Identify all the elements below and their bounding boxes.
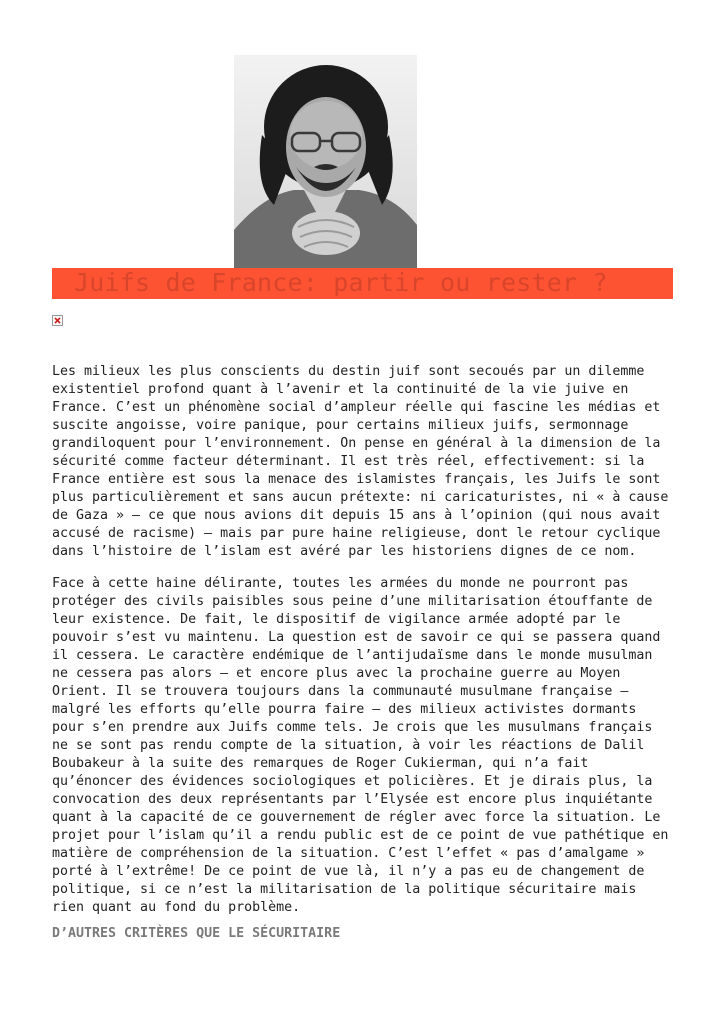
- paragraph-1: Les milieux les plus conscients du destin juif sont secoués par un dilemme existentiel profond quant à l’avenir et la continuité de la vie juive en France. C’est un phénomène social d’ampleur réelle qui fascine les médias et suscite angoisse, voire panique, pour certains milieux juifs, sermonnage grandiloquent pour l’environnement. On pense en général à la dimension de la sécurité comme facteur déterminant. Il est très réel, effectivement: si la France entière est sous la menace des islamistes français, les Juifs le sont plus particulièrement et sans aucun prétexte: ni caricaturistes, ni « à cause de Gaza » — ce que nous avions dit depuis 15 ans à l’opinion (qui nous avait accusé de racisme) — mais par pure haine religieuse, dont le retour cyclique dans l’histoire de l’islam est avéré par les historiens dignes de ce nom.: [52, 364, 669, 559]
- title-banner: [52, 268, 673, 299]
- section-heading: D’AUTRES CRITÈRES QUE LE SÉCURITAIRE: [52, 926, 341, 941]
- portrait-photo-icon: [234, 55, 417, 268]
- article-body: [52, 363, 677, 931]
- author-portrait: [234, 55, 417, 268]
- paragraph-2: Face à cette haine délirante, toutes les armées du monde ne pourront pas protéger des civils paisibles sous peine d’une militarisation étouffante de leur existence. De fait, le dispositif de vigilance armée adopté par le pouvoir s’est vu maintenu. La question est de savoir ce qui se passera quand il cessera. Le caractère endémique de l’antijudaïsme dans le monde musulman ne cessera pas alors — et encore plus avec la prochaine guerre au Moyen Orient. Il se trouvera toujours dans la communauté musulmane française — malgré les efforts qu’elle pourra faire — des milieux activistes dormants pour s’en prendre aux Juifs comme tels. Je crois que les musulmans français ne se sont pas rendu compte de la situation, à voir les réactions de Dalil Boubakeur à la suite des remarques de Roger Cukierman, qui n’a fait qu’énoncer des évidences sociologiques et policières. Et je dirais plus, la convocation des deux représentants par l’Elysée est encore plus inquiétante quant à la capacité de ce gouvernement de régler avec force la situation. Le projet pour l’islam qu’il a rendu public est de ce point de vue pathétique en matière de compréhension de la situation. C’est l’effet « pas d’amalgame » porté à l’extrême! De ce point de vue là, il n’y a pas eu de changement de politique, si ce n’est la militarisation de la politique sécuritaire mais rien quant au fond du problème.: [52, 576, 669, 915]
- article-title: Juifs de France: partir ou rester ?: [74, 268, 608, 297]
- broken-image-icon: [52, 315, 63, 326]
